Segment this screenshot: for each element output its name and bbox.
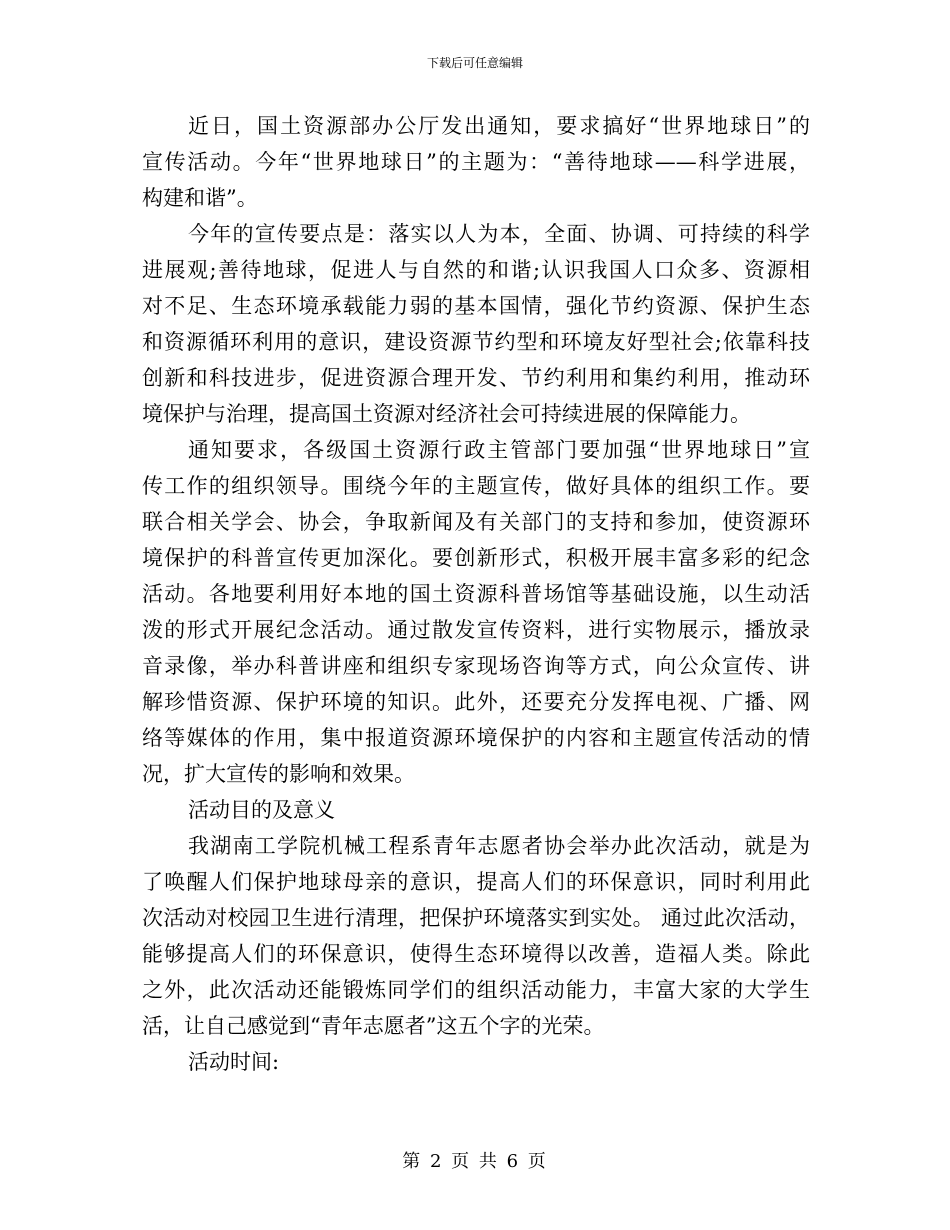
text-line: 解珍惜资源、保护环境的知识。此外，还要充分发挥电视、广播、网 [142,690,810,714]
document-body [142,108,810,1080]
text-line: 了唤醒人们保护地球母亲的意识，提高人们的环保意识，同时利用此 [142,870,810,894]
text-line: 传工作的组织领导。围绕今年的主题宣传，做好具体的组织工作。要 [142,474,810,498]
text-line: 络等媒体的作用，集中报道资源环境保护的内容和主题宣传活动的情 [142,726,810,750]
page-number: 第 2 页 共 6 页 [402,1151,548,1172]
text-line: 活动。各地要利用好本地的国土资源科普场馆等基础设施，以生动活 [142,582,810,606]
text-line: 境保护的科普宣传更加深化。要创新形式，积极开展丰富多彩的纪念 [142,546,810,570]
text-line: 今年的宣传要点是：落实以人为本，全面、协调、可持续的科学 [188,222,810,246]
text-line: 通知要求，各级国土资源行政主管部门要加强“世界地球日”宣 [188,438,810,462]
text-line: 次活动对校园卫生进行清理，把保护环境落实到实处。 通过此次活动， [142,906,810,930]
text-line: 音录像，举办科普讲座和组织专家现场咨询等方式，向公众宣传、讲 [142,654,810,678]
text-line: 活，让自己感觉到“青年志愿者”这五个字的光荣。 [142,1014,605,1038]
text-line: 我湖南工学院机械工程系青年志愿者协会举办此次活动，就是为 [188,834,810,858]
text-line: 创新和科技进步，促进资源合理开发、节约利用和集约利用，推动环 [142,366,810,390]
text-line: 联合相关学会、协会，争取新闻及有关部门的支持和参加，使资源环 [142,510,810,534]
text-line: 境保护与治理，提高国土资源对经济社会可持续进展的保障能力。 [142,402,751,426]
text-line: 活动目的及意义 [188,798,335,822]
text-line: 之外，此次活动还能锻炼同学们的组织活动能力，丰富大家的大学生 [142,978,810,1002]
text-line: 泼的形式开展纪念活动。通过散发宣传资料，进行实物展示，播放录 [142,618,810,642]
text-line: 构建和谐”。 [142,186,258,210]
text-line: 近日，国土资源部办公厅发出通知，要求搞好“世界地球日”的 [188,114,810,138]
text-line: 进展观;善待地球，促进人与自然的和谐;认识我国人口众多、资源相 [142,258,810,282]
text-line: 活动时间: [188,1050,280,1074]
text-line: 况，扩大宣传的影响和效果。 [142,762,415,786]
page-header: 下载后可任意编辑 [426,56,523,70]
text-line: 和资源循环利用的意识，建设资源节约型和环境友好型社会;依靠科技 [142,330,810,354]
text-line: 对不足、生态环境承载能力弱的基本国情，强化节约资源、保护生态 [142,294,810,318]
text-line: 宣传活动。今年“世界地球日”的主题为：“善待地球——科学进展， [142,150,810,174]
text-line: 能够提高人们的环保意识，使得生态环境得以改善，造福人类。除此 [142,942,810,966]
